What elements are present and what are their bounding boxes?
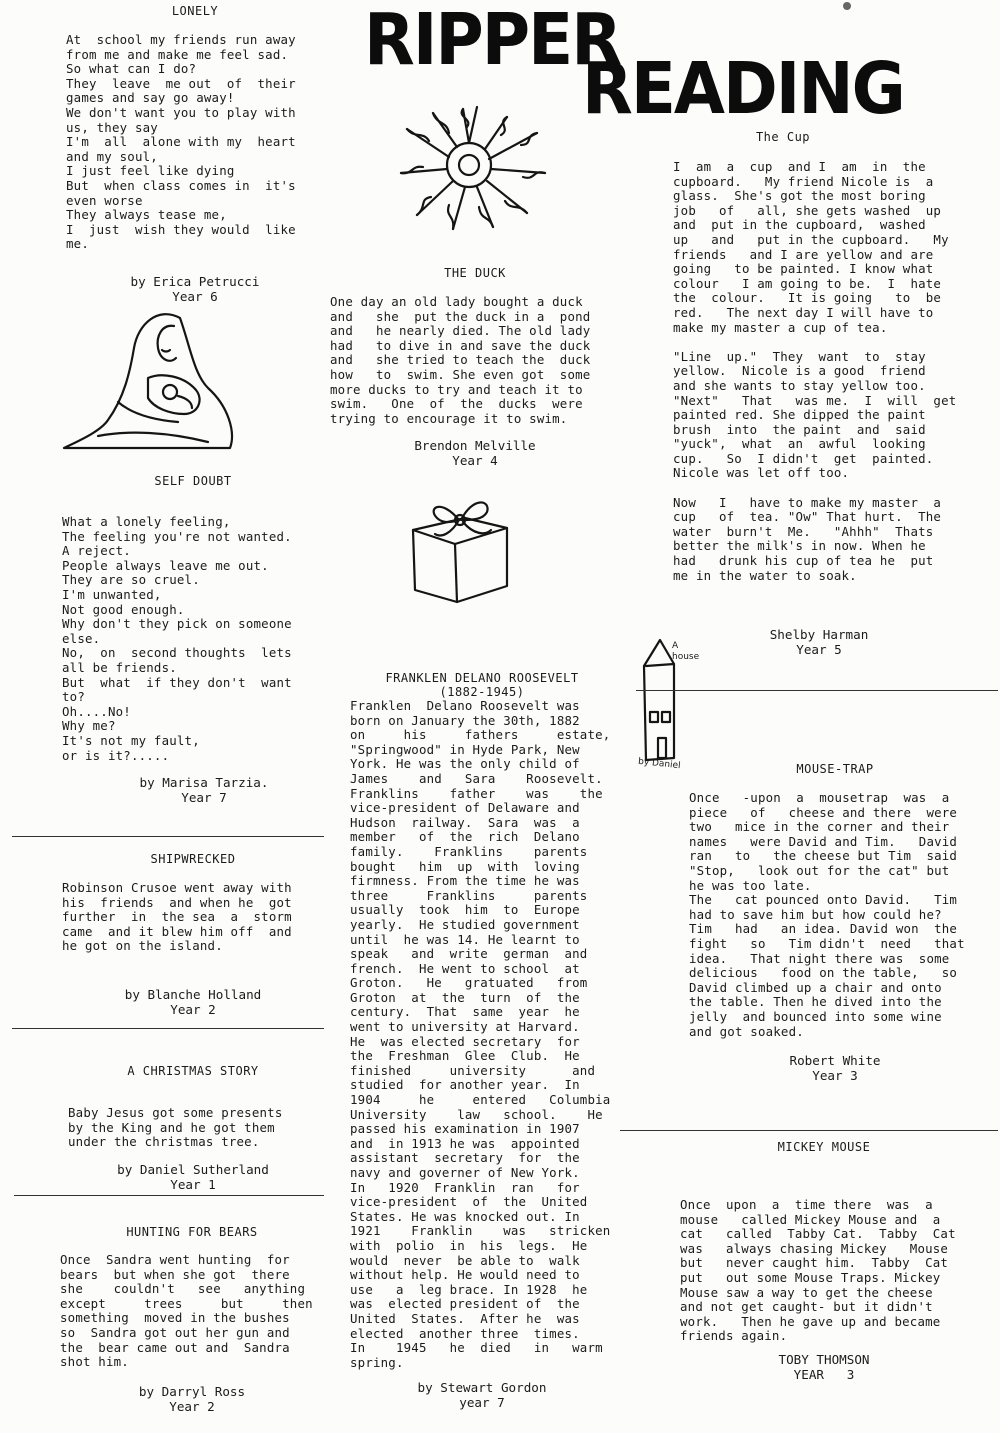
article-title: A CHRISTMAS STORY xyxy=(127,1064,259,1078)
divider-line xyxy=(12,836,324,837)
article-title: MICKEY MOUSE xyxy=(777,1140,871,1154)
article-body: Franklen Delano Roosevelt was born on January the 30th, 1882 on his fathers estate, "Springwood" in Hyde Park, New York. He was the only child of James and Sara Roosevelt. Franklins father was the vice-president of Delaware and Hudson railway. Sara was a member of the rich Delano family. Franklins parents bought him up with loving firmness. From the time he was three Franklins parents usually took him to Europe yearly. He studied government until he was 14. He learnt to speak and write german and french. He went to school at Groton. He gratuated from Groton at the turn of the century. That same year he went to university at Harvard. He was elected secretary for the Freshman Glee Club. He finished university and studied for another year. In 1904 he entered Columbia University law school. He passed his examination in 1907 and in 1913 he was appointed assistant secretary for the navy and governer of New York. In 1920 Franklin ran for vice-president of the United States. He was knocked out. In 1921 Franklin was stricken with polio in his legs. He would never be able to walk without help. He would need to use a leg brace. In 1928 he was elected president of the United States. After he was elected another three times. In 1945 he died in warm spring. xyxy=(350,698,611,1370)
article-lonely xyxy=(60,4,330,304)
article-body: Once upon a time there was a mouse called Mickey Mouse and a cat called Tabby Cat. Tabby Cat was always chasing Mickey Mouse but never caught him. Tabby Cat put out some Mouse Traps. Mickey Mouse saw a way to get the cheese and not get caught- but it didn't work. Then he gave up and became friends again. xyxy=(680,1197,956,1344)
article-the-cup xyxy=(673,130,965,657)
article-title: THE DUCK xyxy=(444,266,506,280)
madonna-child-illustration xyxy=(58,302,238,452)
article-title: SELF DOUBT xyxy=(154,474,232,488)
article-byline: by Daniel Sutherland Year 1 xyxy=(117,1161,269,1192)
article-shipwrecked xyxy=(60,852,326,1017)
article-body: One day an old lady bought a duck and she put the duck in a pond and he nearly died. The old lady had to dive in and save the duck and she tried to teach the duck how to swim. She even got some more ducks to try and teach it to swim. One of the ducks were trying to encourage it to swim. xyxy=(330,294,591,426)
article-body: At school my friends run away from me and make me feel sad. So what can I do? They leave me out of their games and say go away! We don't want you to play with us, they say I'm all alone with my heart and my soul, I just feel like dying But when class comes in it's even worse They always tease me, I just wish they would like me. xyxy=(66,32,296,252)
masthead-ripper: RIPPER xyxy=(364,0,621,82)
article-title: The Cup xyxy=(755,130,811,144)
article-title: FRANKLEN DELANO ROOSEVELT (1882-1945) xyxy=(385,671,579,699)
corner-mark xyxy=(843,2,851,10)
article-body: What a lonely feeling, The feeling you're not wanted. A reject. People always leave me out. They are so cruel. I'm unwanted, Not good enough. Why don't they pick on someone else. No, on second thoughts lets all be friends. But what if they don't want to? Oh....No! Why me? It's not my fault, or is it?..... xyxy=(62,514,292,763)
article-mickey-mouse xyxy=(676,1140,972,1382)
article-byline: Shelby Harman Year 5 xyxy=(769,627,869,658)
article-byline: Brendon Melville Year 4 xyxy=(414,438,536,469)
article-hunting-for-bears xyxy=(58,1225,326,1414)
divider-line xyxy=(12,1028,324,1029)
gift-box-illustration xyxy=(407,478,517,603)
article-title: LONELY xyxy=(171,4,219,18)
divider-line xyxy=(636,690,998,691)
article-mouse-trap xyxy=(689,762,981,1083)
house-signature: by Daniel xyxy=(637,756,681,772)
article-byline: by Marisa Tarzia. Year 7 xyxy=(139,775,269,806)
sunburst-illustration xyxy=(397,103,557,233)
article-self-doubt xyxy=(60,474,326,805)
article-byline: by Blanche Holland Year 2 xyxy=(124,986,262,1017)
article-body: I am a cup and I am in the cupboard. My friend Nicole is a glass. She's got the most boring job of all, she gets washed up and put in the cupboard, washed up and put in the cupboard. My friends and I are yellow and are going to be painted. I know what colour I am going to be. I hate the colour. It is going to be red. The next day I will have to make my master a cup of tea. "Line up." They want to stay yellow. Nicole is a good friend and she wants to stay yellow too. "Next" That was me. I will get painted red. She dipped the paint brush into the paint and said "yuck", what an awful looking cup. So I didn't get painted. Nicole was let off too. Now I have to make my master a cup of tea. "Ow" That hurt. The water burn't Me. "Ahhh" Thats better the milk's in now. When he had drunk his cup of tea he put me in the water to soak. xyxy=(673,159,957,583)
article-byline: by Stewart Gordon year 7 xyxy=(417,1380,547,1411)
article-body: Baby Jesus got some presents by the King and he got them under the christmas tree. xyxy=(68,1105,283,1150)
article-byline: by Erica Petrucci Year 6 xyxy=(130,273,260,304)
article-the-duck xyxy=(330,266,620,468)
divider-line xyxy=(620,1130,998,1131)
article-body: Robinson Crusoe went away with his friends and when he got further in the sea a storm came and it blew him off and he got on the island. xyxy=(62,880,292,954)
article-title: MOUSE-TRAP xyxy=(796,762,874,776)
article-christmas-story xyxy=(60,1064,326,1192)
article-title: HUNTING FOR BEARS xyxy=(126,1225,258,1239)
article-body: Once -upon a mousetrap was a piece of cheese and there were two mice in the corner and their names were David and Tim. David ran to the cheese but Tim said "Stop, look out for the cat" but he was too late. The cat pounced onto David. Tim had to save him but how could he? Tim had an idea. David won the fight so Tim didn't need that idea. That night there was some delicious food on the table, so David climbed up a chair and onto the table. Then he dived into the jelly and bounced into some wine and got soaked. xyxy=(689,790,965,1039)
article-roosevelt xyxy=(350,671,614,1410)
article-body: Once Sandra went hunting for bears but when she got there she couldn't see anything except trees but then something moved in the bushes so Sandra got out her gun and the bear came out and Sandra shot him. xyxy=(60,1252,313,1370)
house-label: A house xyxy=(672,641,700,662)
article-title: SHIPWRECKED xyxy=(150,852,236,866)
article-byline: by Darryl Ross Year 2 xyxy=(138,1383,246,1414)
article-byline: Robert White Year 3 xyxy=(789,1053,881,1084)
masthead-reading: READING xyxy=(582,47,904,131)
divider-line xyxy=(14,1195,324,1196)
article-byline: TOBY THOMSON YEAR 3 xyxy=(778,1351,870,1382)
